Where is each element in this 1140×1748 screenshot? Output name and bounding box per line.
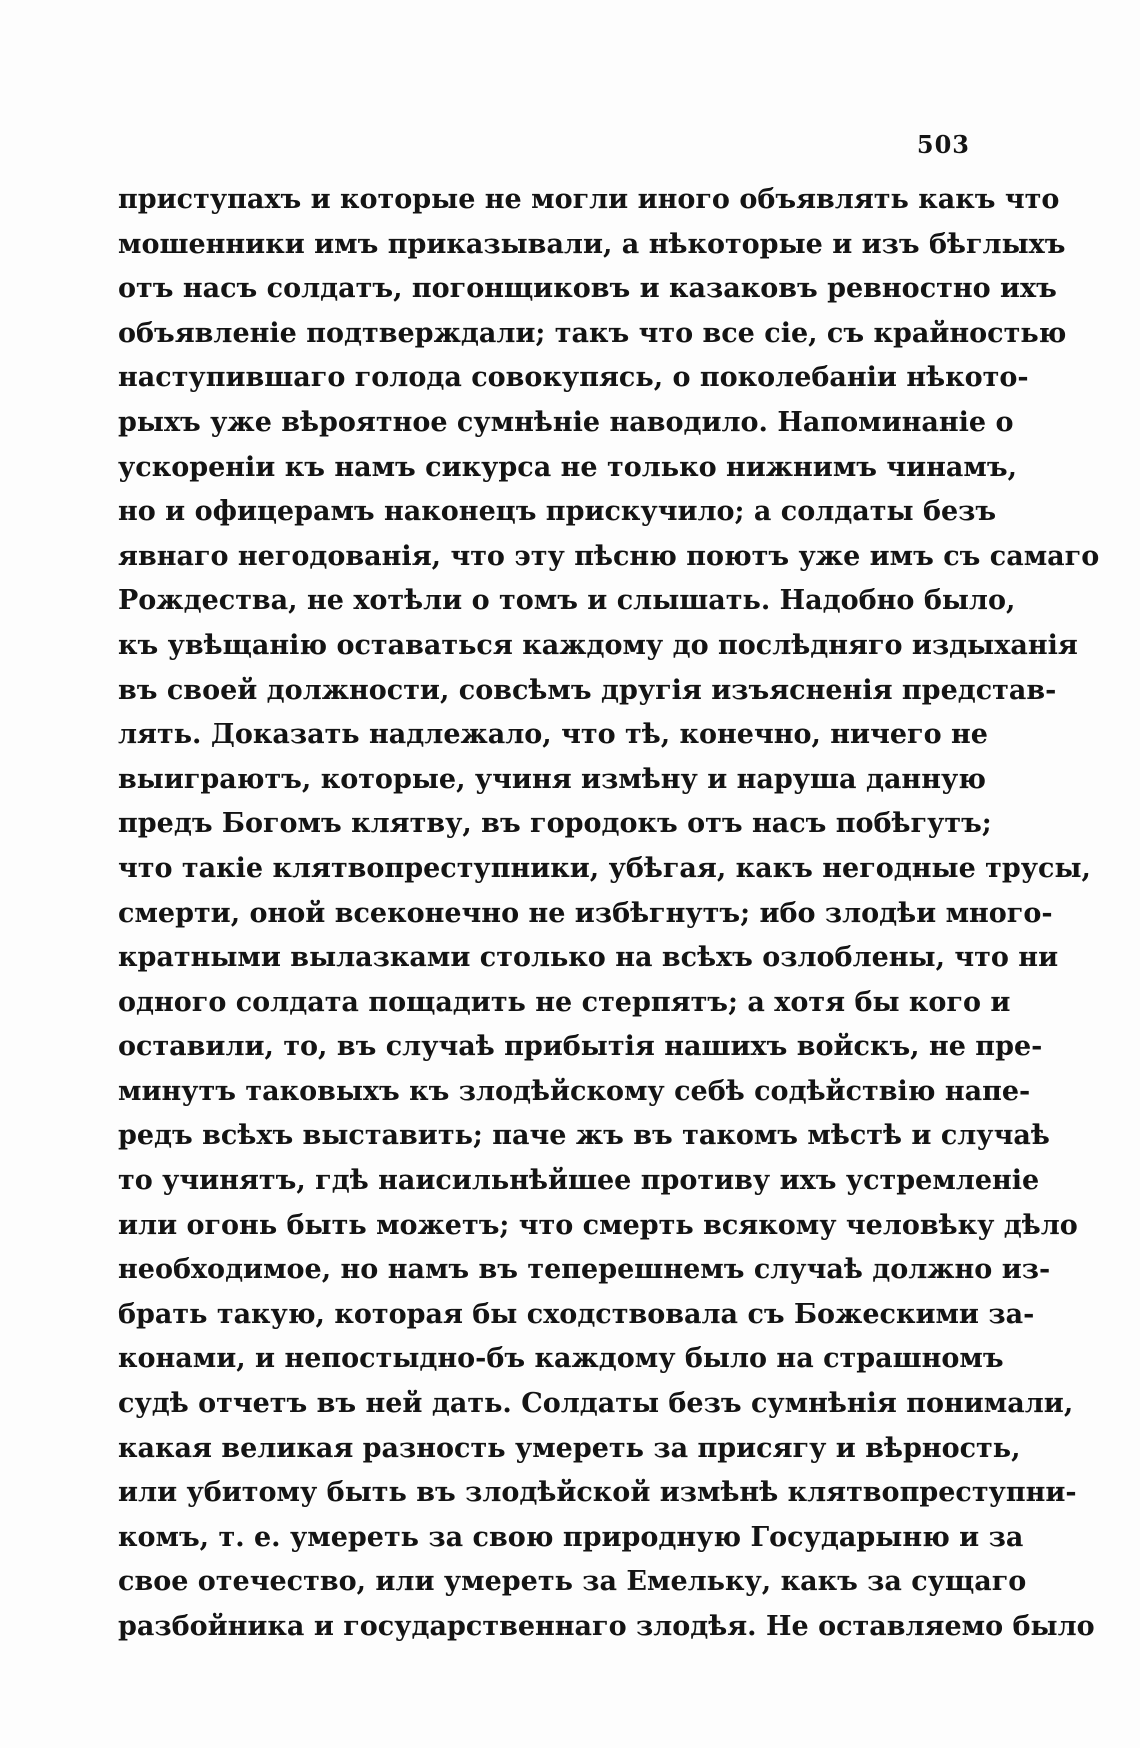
text-line: къ увѣщанію оставаться каждому до послѣдняго издыханія xyxy=(118,629,1078,661)
text-line: минутъ таковыхъ къ злодѣйскому себѣ содѣйствію напе- xyxy=(118,1075,1031,1107)
text-line: кратными вылазками столько на всѣхъ озлоблены, что ни xyxy=(118,942,1059,974)
text-line: смерти, оной всеконечно не избѣгнутъ; ибо злодѣи много- xyxy=(118,897,1053,929)
text-line: но и офицерамъ наконецъ прискучило; а солдаты безъ xyxy=(118,496,997,528)
text-line: или убитому быть въ злодѣйской измѣнѣ клятвопреступни- xyxy=(118,1477,1077,1509)
text-line: приступахъ и которые не могли иного объявлять какъ что xyxy=(118,184,1060,215)
text-line: выиграютъ, которые, учиня измѣну и наруша данную xyxy=(118,763,986,795)
text-line: редъ всѣхъ выставить; паче жъ въ такомъ мѣстѣ и случаѣ xyxy=(118,1120,1050,1152)
text-line: наступившаго голода совокупясь, о поколебаніи нѣкото- xyxy=(118,362,1029,394)
text-line: судѣ отчетъ въ ней дать. Солдаты безъ сумнѣнія понимали, xyxy=(118,1388,1074,1420)
text-line: въ своей должности, совсѣмъ другія изъясненія представ- xyxy=(118,674,1057,706)
text-line: мошенники имъ приказывали, а нѣкоторые и изъ бѣглыхъ xyxy=(118,228,1066,260)
text-line: что такіе клятвопреступники, убѣгая, какъ негодные трусы, xyxy=(118,852,1091,884)
text-line: одного солдата пощадить не стерпятъ; а хотя бы кого и xyxy=(118,986,1011,1018)
text-line: разбойника и государственнаго злодѣя. Не оставляемо было xyxy=(118,1611,1095,1642)
text-line: отъ насъ солдатъ, погонщиковъ и казаковъ ревностно ихъ xyxy=(118,273,1057,305)
text-line: свое отечество, или умереть за Емельку, какъ за сущаго xyxy=(118,1566,1027,1598)
text-line: Рождества, не хотѣли о томъ и слышать. Надобно было, xyxy=(118,585,1016,617)
text-line: то учинятъ, гдѣ наисильнѣйшее противу ихъ устремленіе xyxy=(118,1165,1040,1197)
text-line: брать такую, которая бы сходствовала съ Божескими за- xyxy=(118,1298,1035,1330)
text-line: лять. Доказать надлежало, что тѣ, конечно, ничего не xyxy=(118,719,988,751)
text-line: оставили, то, въ случаѣ прибытія нашихъ войскъ, не пре- xyxy=(118,1031,1043,1063)
text-line: комъ, т. е. умереть за свою природную Государыню и за xyxy=(118,1521,1024,1553)
text-line: какая великая разность умереть за присягу и вѣрность, xyxy=(118,1432,1021,1464)
text-line: ускореніи къ намъ сикурса не только нижнимъ чинамъ, xyxy=(118,451,1017,483)
text-line: необходимое, но намъ въ теперешнемъ случаѣ должно из- xyxy=(118,1254,1051,1286)
text-line: конами, и непостыдно-бъ каждому было на страшномъ xyxy=(118,1343,1004,1375)
body-text xyxy=(118,178,1100,1650)
text-line: рыхъ уже вѣроятное сумнѣніе наводило. Напоминаніе о xyxy=(118,406,1014,438)
text-line: объявленіе подтверждали; такъ что все сіе, съ крайностью xyxy=(118,317,1067,349)
text-line: или огонь быть можетъ; что смерть всякому человѣку дѣло xyxy=(118,1209,1078,1241)
text-line: предъ Богомъ клятву, въ городокъ отъ насъ побѣгутъ; xyxy=(118,808,992,840)
page-number: 503 xyxy=(916,130,970,159)
text-line: явнаго негодованія, что эту пѣсню поютъ уже имъ съ самаго xyxy=(118,540,1100,572)
